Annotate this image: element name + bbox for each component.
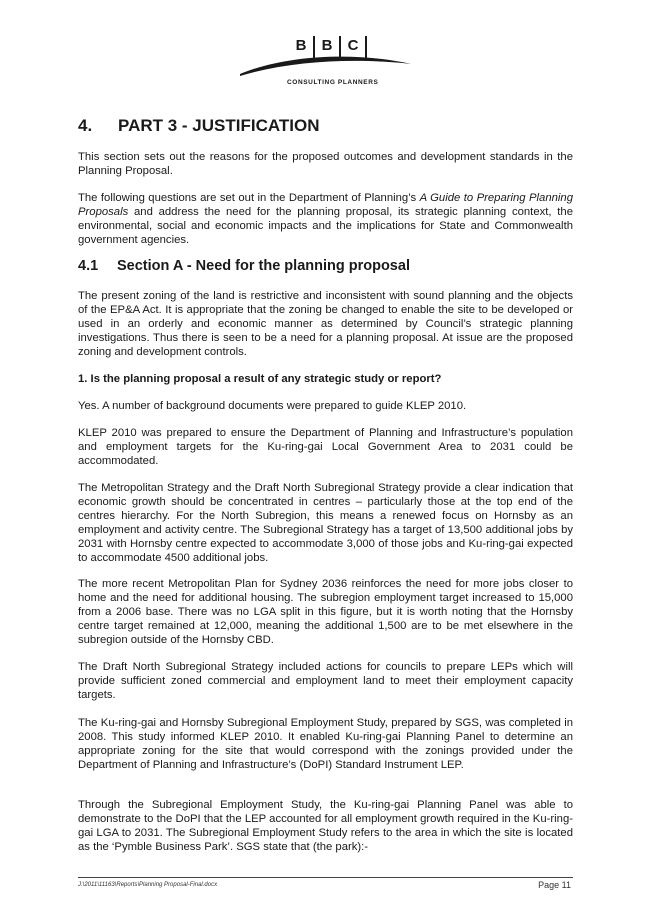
answer-paragraph: The Draft North Subregional Strategy included actions for councils to prepare LEPs which will provide sufficient zoned commercial and employment land to meet their employment capacity targets. [78,661,573,701]
footer-divider [78,877,573,878]
intro-paragraph: This section sets out the reasons for the proposed outcomes and development standards in the Planning Proposal. [78,151,573,177]
logo-divider [339,36,341,58]
section-heading [78,258,410,274]
answer-paragraph: Through the Subregional Employment Study, the Ku-ring-gai Planning Panel was able to demonstrate to the DoPI that the LEP accounted for all employment growth required in the Ku-ring-gai LGA to 2031. The Subregional Employment Study refers to the area in which the site is located as the ‘Pymble Business Park’. SGS state that (the park):- [78,799,573,853]
section-title: Section A - Need for the planning proposal [117,258,410,274]
question-heading: 1. Is the planning proposal a result of any strategic study or report? [78,373,442,385]
logo-tagline: CONSULTING PLANNERS [287,79,379,86]
answer-paragraph: The Metropolitan Strategy and the Draft North Subregional Strategy provide a clear indication that economic growth should be concentrated in centres – particularly those at the top end of the centres hierarchy. For the North Subregion, this means a renewed focus on Hornsby as an employment and activity centre. The Subregional Strategy has a target of 13,500 additional jobs by 2031 with Hornsby centre expected to accommodate 3,000 of those jobs and Ku-ring-gai expected to accommodate 4500 additional jobs. [78,482,573,564]
page-number: Page 11 [538,880,571,890]
chapter-title: PART 3 - JUSTIFICATION [118,116,320,135]
logo-divider [313,36,315,58]
guide-title: A Guide to Preparing Planning Proposals [78,192,573,218]
answer-paragraph: The more recent Metropolitan Plan for Sydney 2036 reinforces the need for more jobs closer to home and the need for additional housing. The subregion employment target increased to 15,000 from a 2006 base. There was no LGA split in this figure, but it is worth noting that the Hornsby centre target remained at 12,000, meaning the additional 1,500 are to be met elsewhere in the subregion outside of the Hornsby CBD. [78,578,573,646]
chapter-heading [78,116,320,136]
logo-divider [365,36,367,58]
logo-letter: B [321,37,333,54]
bbc-logo [238,36,413,92]
answer-paragraph: The Ku-ring-gai and Hornsby Subregional Employment Study, prepared by SGS, was completed in 2008. This study informed KLEP 2010. It enabled Ku-ring-gai Planning Panel to determine an appropriate zoning for the site that would correspond with the zonings provided under the Department of Planning and Infrastructure’s (DoPI) Standard Instrument LEP. [78,717,573,771]
logo-letter: C [347,37,359,54]
intro-text: The following questions are set out in the Department of Planning’s [78,192,420,204]
section-paragraph: The present zoning of the land is restrictive and inconsistent with sound planning and the objects of the EP&A Act. It is appropriate that the zoning be changed to enable the site to be developed or used in an orderly and economic manner as determined by Council’s strategic planning investigations. Thus there is seen to be a need for a planning proposal. At issue are the proposed zoning and development controls. [78,290,573,358]
section-number: 4.1 [78,258,99,274]
intro-paragraph-guide [78,191,573,247]
chapter-number: 4. [78,116,93,135]
answer-paragraph: KLEP 2010 was prepared to ensure the Department of Planning and Infrastructure’s population and employment targets for the Ku-ring-gai Local Government Area to 2031 could be accommodated. [78,427,573,467]
intro-text: and address the need for the planning proposal, its strategic planning context, the environmental, social and economic impacts and the implications for State and Commonwealth government agencies. [78,206,573,246]
logo-letter: B [295,37,307,54]
footer-file-path: J:\2011\11163\Reports\Planning Proposal-Final.docx [78,882,218,888]
answer-paragraph: Yes. A number of background documents were prepared to guide KLEP 2010. [78,400,467,412]
logo-letters [290,36,368,58]
